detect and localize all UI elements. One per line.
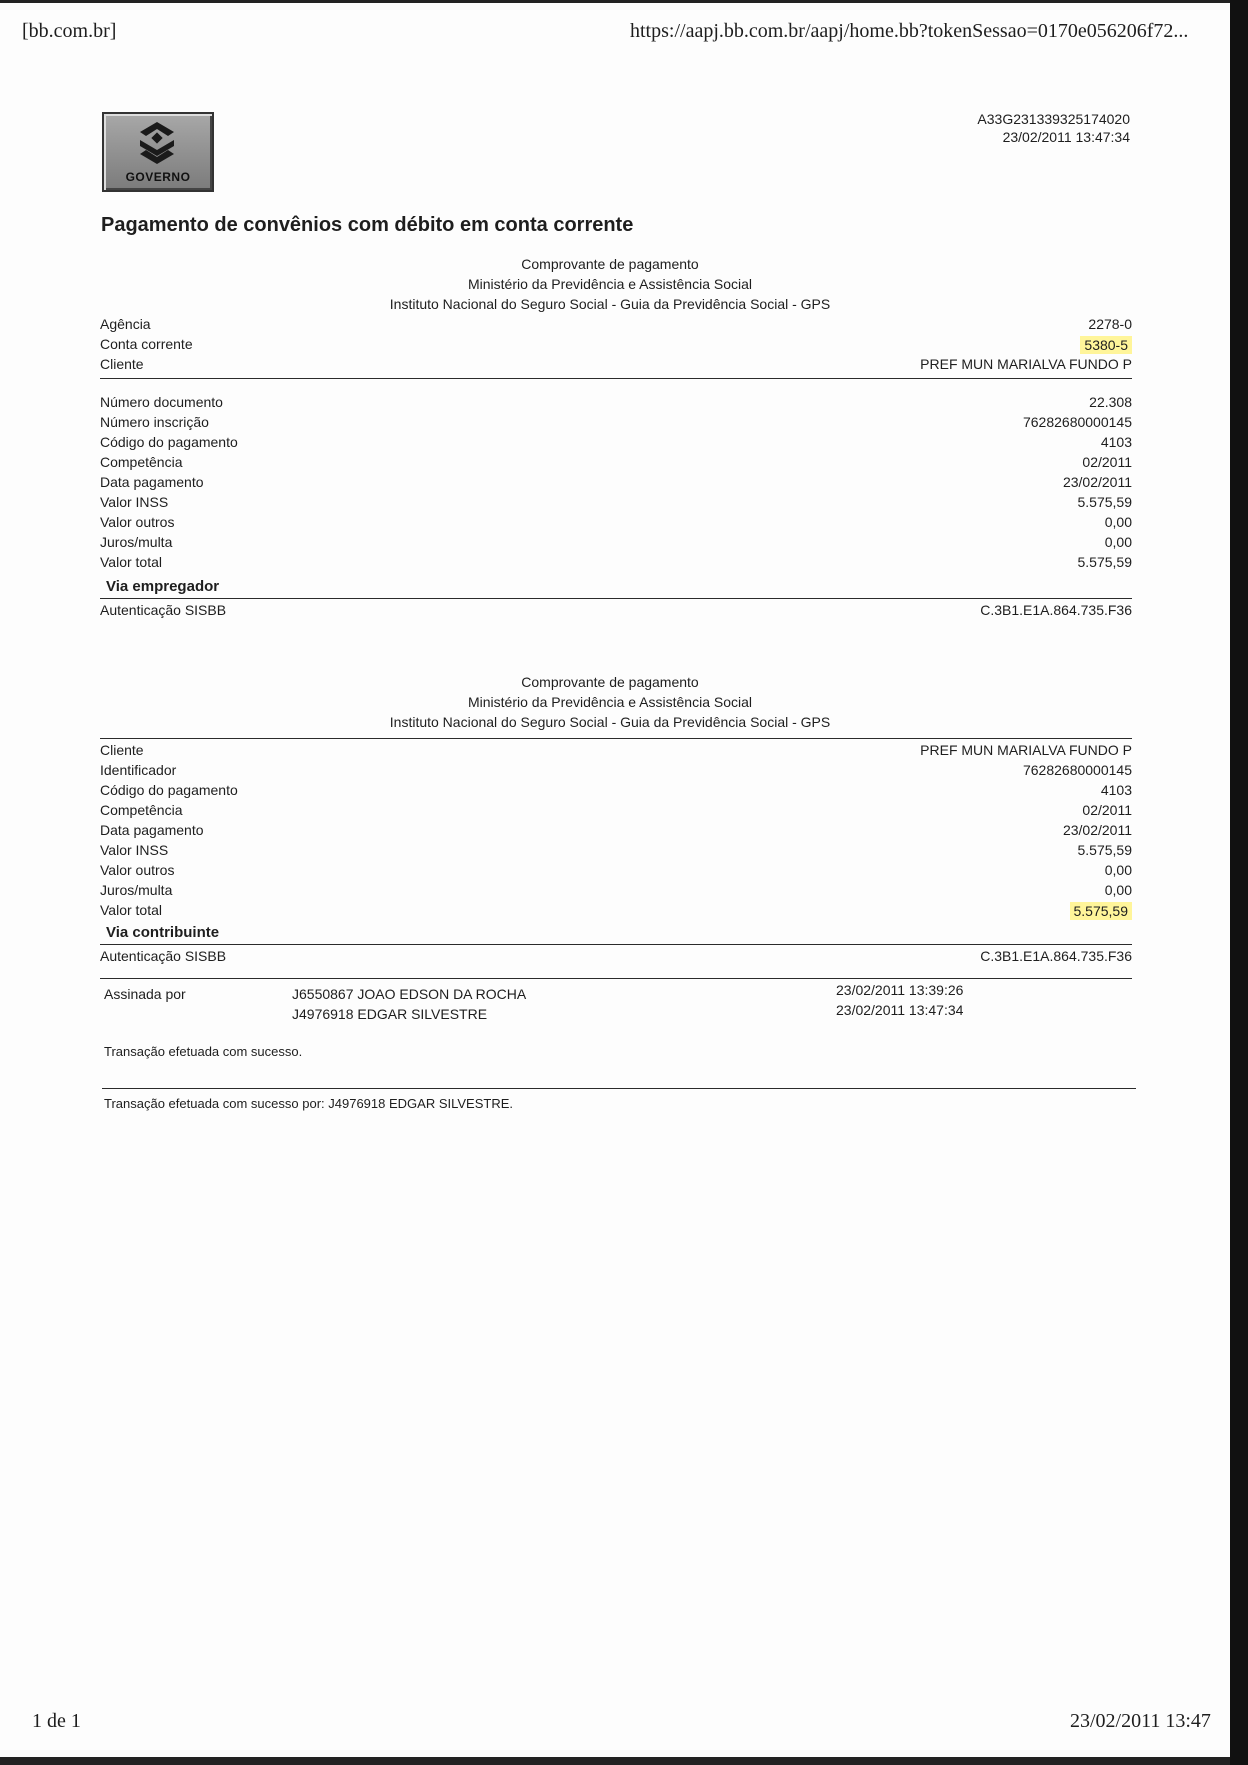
logo-text: GOVERNO [125, 170, 191, 184]
row-value: 5.575,59 [1077, 554, 1132, 570]
receipt1-auth-row [100, 602, 1132, 622]
row-label: Juros/multa [100, 534, 173, 550]
transaction-code-block [900, 110, 1130, 146]
print-header-url: https://aapj.bb.com.br/aapj/home.bb?tokenSessao=0170e056206f72... [630, 20, 1189, 42]
scan-bottom-edge [0, 1757, 1230, 1765]
row-label: Data pagamento [100, 474, 204, 490]
bb-logo-icon [134, 120, 180, 166]
row-value: PREF MUN MARIALVA FUNDO P [920, 742, 1132, 758]
row-label: Valor total [100, 554, 162, 570]
signer-datetime: 23/02/2011 13:47:34 [836, 1002, 964, 1018]
print-footer-page-counter: 1 de 1 [32, 1710, 81, 1732]
row-value: 4103 [1100, 434, 1132, 450]
receipt2-heading-line: Comprovante de pagamento [521, 674, 699, 690]
receipt2-via-label: Via contribuinte [106, 924, 220, 941]
row-value: 22.308 [1089, 394, 1132, 410]
receipt1-row-conta [100, 336, 1132, 356]
receipt1-row [100, 394, 1132, 414]
signer-name: J6550867 JOAO EDSON DA ROCHA [292, 986, 527, 1002]
receipt2-heading [340, 672, 880, 732]
row-label: Competência [100, 454, 183, 470]
signer-name: J4976918 EDGAR SILVESTRE [292, 1006, 488, 1022]
transaction-datetime: 23/02/2011 13:47:34 [1002, 129, 1130, 145]
row-label: Cliente [100, 742, 144, 758]
divider [102, 1088, 1136, 1089]
row-label: Agência [100, 316, 151, 332]
receipt2-row [100, 842, 1132, 862]
row-label: Data pagamento [100, 822, 204, 838]
row-label: Código do pagamento [100, 782, 238, 798]
row-label: Juros/multa [100, 882, 173, 898]
receipt2-row [100, 862, 1132, 882]
row-label: Conta corrente [100, 336, 193, 352]
receipt2-auth-row [100, 948, 1132, 968]
row-value: 0,00 [1104, 862, 1132, 878]
auth-label: Autenticação SISBB [100, 602, 227, 618]
page-title: Pagamento de convênios com débito em conta corrente [101, 214, 634, 236]
auth-value: C.3B1.E1A.864.735.F36 [980, 948, 1132, 964]
row-value: 2278-0 [1088, 316, 1132, 332]
row-value-highlighted: 5.575,59 [1070, 902, 1133, 920]
auth-value: C.3B1.E1A.864.735.F36 [980, 602, 1132, 618]
row-value: 23/02/2011 [1062, 474, 1132, 490]
print-footer-datetime: 23/02/2011 13:47 [1070, 1710, 1211, 1732]
row-value: 4103 [1100, 782, 1132, 798]
row-value: 23/02/2011 [1062, 822, 1132, 838]
divider [100, 944, 1132, 945]
receipt1-row [100, 514, 1132, 534]
row-label: Identificador [100, 762, 177, 778]
signer-datetime: 23/02/2011 13:39:26 [836, 982, 964, 998]
receipt1-heading-line: Ministério da Previdência e Assistência Social [467, 276, 753, 292]
row-label: Valor INSS [100, 494, 169, 510]
row-value: 76282680000145 [1022, 762, 1132, 778]
receipt1-row [100, 454, 1132, 474]
row-value: 0,00 [1104, 882, 1132, 898]
receipt1-heading-line: Instituto Nacional do Seguro Social - Guia da Previdência Social - GPS [389, 296, 831, 312]
receipt1-row [100, 434, 1132, 454]
row-value: 76282680000145 [1022, 414, 1132, 430]
receipt1-row-agencia [100, 316, 1132, 336]
divider [100, 598, 1132, 599]
receipt2-row [100, 782, 1132, 802]
row-value: 0,00 [1104, 534, 1132, 550]
receipt1-row-cliente [100, 356, 1132, 376]
receipt1-row [100, 474, 1132, 494]
row-label: Número inscrição [100, 414, 209, 430]
receipt1-heading-line: Comprovante de pagamento [521, 256, 699, 272]
divider [100, 738, 1132, 739]
row-value-highlighted: 5380-5 [1080, 336, 1132, 354]
row-value: 02/2011 [1082, 802, 1132, 818]
row-value: PREF MUN MARIALVA FUNDO P [920, 356, 1132, 372]
row-value: 5.575,59 [1077, 842, 1132, 858]
receipt2-heading-line: Instituto Nacional do Seguro Social - Guia da Previdência Social - GPS [389, 714, 831, 730]
receipt2-row [100, 742, 1132, 762]
receipt2-heading-line: Ministério da Previdência e Assistência Social [467, 694, 753, 710]
row-label: Valor outros [100, 514, 175, 530]
receipt1-row [100, 414, 1132, 434]
receipt2-row [100, 902, 1132, 922]
receipt2-row [100, 762, 1132, 782]
row-label: Cliente [100, 356, 144, 372]
row-label: Valor total [100, 902, 162, 918]
divider [100, 378, 1132, 379]
print-header-site: [bb.com.br] [22, 20, 117, 42]
success-message: Transação efetuada com sucesso. [104, 1044, 303, 1059]
scan-right-edge [1230, 0, 1248, 1765]
receipt1-heading [340, 254, 880, 314]
scan-top-edge [0, 0, 1230, 3]
divider [100, 978, 1132, 979]
row-label: Competência [100, 802, 183, 818]
receipt2-row [100, 802, 1132, 822]
success-by-message: Transação efetuada com sucesso por: J4976918 EDGAR SILVESTRE. [104, 1096, 513, 1111]
auth-label: Autenticação SISBB [100, 948, 227, 964]
receipt2-row [100, 882, 1132, 902]
signatures-label: Assinada por [104, 986, 186, 1002]
row-value: 0,00 [1104, 514, 1132, 530]
bank-logo [102, 112, 214, 192]
receipt1-row [100, 554, 1132, 574]
receipt1-row [100, 534, 1132, 554]
row-value: 5.575,59 [1077, 494, 1132, 510]
row-label: Valor outros [100, 862, 175, 878]
row-value: 02/2011 [1082, 454, 1132, 470]
transaction-code: A33G231339325174020 [977, 111, 1130, 127]
row-label: Número documento [100, 394, 223, 410]
receipt1-via-label: Via empregador [106, 578, 220, 595]
receipt1-row [100, 494, 1132, 514]
receipt2-row [100, 822, 1132, 842]
row-label: Código do pagamento [100, 434, 238, 450]
row-label: Valor INSS [100, 842, 169, 858]
